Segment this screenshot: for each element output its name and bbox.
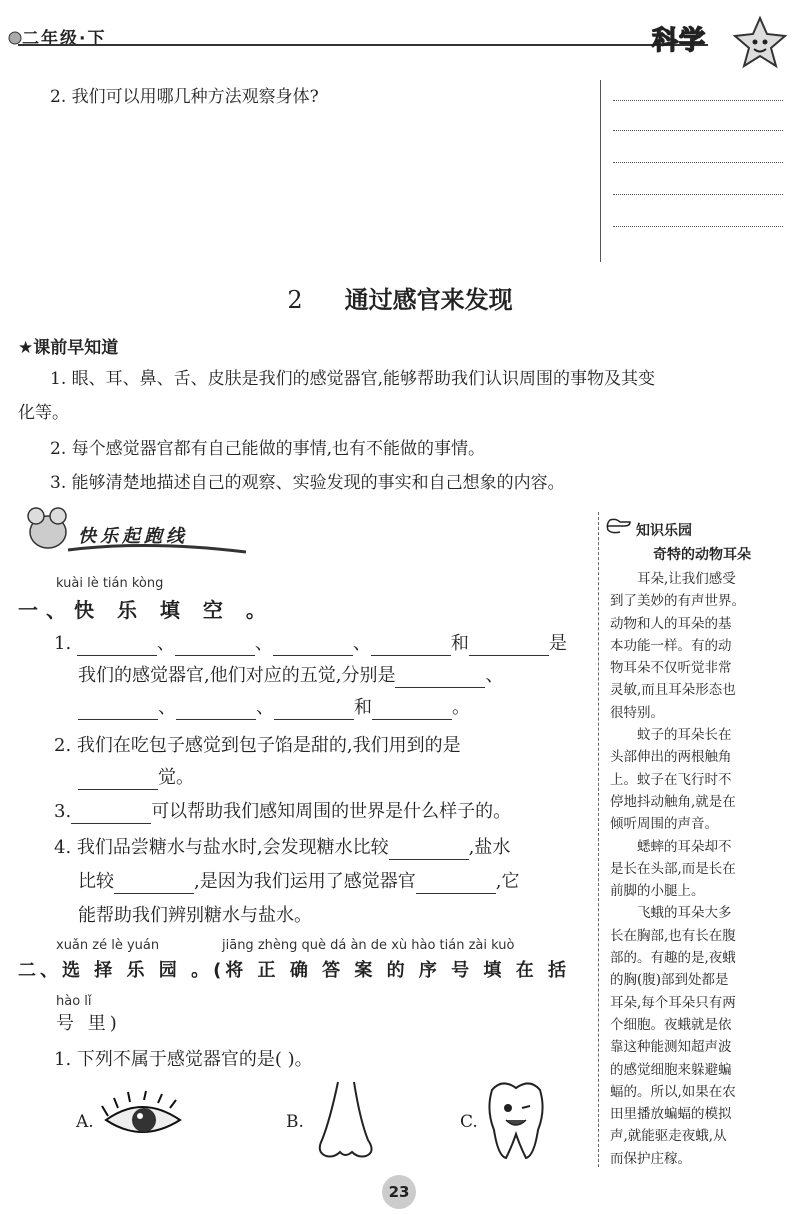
header-rule xyxy=(18,44,708,46)
q1-tail: 是 xyxy=(548,633,567,654)
page-number: 23 xyxy=(382,1175,416,1209)
nose-icon[interactable] xyxy=(310,1080,380,1162)
part2-pinyin-3: hào lǐ xyxy=(56,994,92,1009)
answer-line[interactable] xyxy=(613,162,783,163)
blank-input[interactable] xyxy=(71,805,151,824)
blank-input[interactable] xyxy=(395,669,485,688)
q2-line2 xyxy=(78,766,194,790)
sep: 、 xyxy=(158,697,176,718)
q4-text-a: 4. 我们品尝糖水与盐水时,会发现糖水比较 xyxy=(54,837,389,858)
side-subtitle: 奇特的动物耳朵 xyxy=(653,547,751,563)
banner-title: 快乐起跑线 xyxy=(78,526,188,547)
side-text-line: 本功能一样。有的动 xyxy=(610,637,732,654)
side-text-line: 动物和人的耳朵的基 xyxy=(610,615,732,632)
side-text-line: 耳朵,每个耳朵只有两 xyxy=(610,994,736,1011)
q4-line1 xyxy=(54,836,510,860)
side-text-line: 很特别。 xyxy=(610,704,664,721)
q4-text-b3: ,它 xyxy=(495,871,520,892)
option-b-label[interactable]: B. xyxy=(286,1112,304,1132)
q1-line1: 1. 、 、 、 和 是 xyxy=(54,633,567,654)
blank-input[interactable] xyxy=(389,841,469,860)
side-text-line: 前脚的小腿上。 xyxy=(610,883,705,900)
lesson-number: 2 xyxy=(287,286,303,314)
side-text-line: 的感觉细胞来躲避蝙 xyxy=(610,1061,732,1078)
side-text-line: 灵敏,而且耳朵形态也 xyxy=(610,682,736,699)
preview-point-3: 3. 能够清楚地描述自己的观察、实验发现的事实和自己想象的内容。 xyxy=(50,473,565,493)
q1-line2-text: 我们的感觉器官,他们对应的五觉,分别是 xyxy=(78,665,396,686)
part2-pinyin-1: xuǎn zé lè yuán xyxy=(56,938,160,953)
side-text-line: 是长在头部,而是长在 xyxy=(610,860,736,877)
eye-icon[interactable] xyxy=(100,1090,185,1150)
side-text-line: 部的。有趣的是,夜蛾 xyxy=(610,950,736,967)
option-c-label[interactable]: C. xyxy=(460,1112,478,1132)
q3-num: 3. xyxy=(54,801,72,822)
tooth-icon[interactable] xyxy=(480,1076,552,1162)
side-text-line: 的胸(腹)部到处都是 xyxy=(610,972,729,989)
blank-input[interactable] xyxy=(77,637,157,656)
lesson-title xyxy=(0,280,800,315)
blank-input[interactable] xyxy=(78,771,158,790)
side-text-line: 靠这种能测知超声波 xyxy=(610,1039,732,1056)
side-text-line: 长在胸部,也有长在腹 xyxy=(610,927,736,944)
q3-text: 可以帮助我们感知周围的世界是什么样子的。 xyxy=(151,801,512,822)
blank-input[interactable] xyxy=(469,637,549,656)
q4-text-b: 比较 xyxy=(78,871,114,892)
side-separator xyxy=(598,512,599,1167)
mascot-star-icon xyxy=(730,14,790,70)
q1-and: 和 xyxy=(450,633,469,654)
previous-question: 2. 我们可以用哪几种方法观察身体? xyxy=(50,87,319,107)
preview-point-1: 1. 眼、耳、鼻、舌、皮肤是我们的感觉器官,能够帮助我们认识周围的事物及其变 xyxy=(50,369,656,389)
option-a-label[interactable]: A. xyxy=(76,1112,94,1132)
answer-line[interactable] xyxy=(613,130,783,131)
grade-label: 二年级·下 xyxy=(22,29,107,49)
side-text-line: 物耳朵不仅听觉非常 xyxy=(610,660,732,677)
part2-title-cont: 号 里) xyxy=(56,1013,121,1034)
q3-line xyxy=(54,800,511,824)
side-text-line: 个细胞。夜蛾就是依 xyxy=(610,1016,732,1033)
answer-line[interactable] xyxy=(613,100,783,101)
q2-tail: 觉。 xyxy=(158,767,194,788)
part2-title: 二、选 择 乐 园 。(将 正 确 答 案 的 序 号 填 在 括 xyxy=(18,960,570,981)
side-text-line: 耳朵,让我们感受 xyxy=(637,571,736,587)
preview-heading: ★课前早知道 xyxy=(18,338,119,358)
q2-line1: 2. 我们在吃包子感觉到包子馅是甜的,我们用到的是 xyxy=(54,735,461,756)
blank-input[interactable] xyxy=(372,701,452,720)
part1-title: 一、快 乐 填 空 。 xyxy=(18,598,274,622)
q4-line3: 能帮助我们辨别糖水与盐水。 xyxy=(78,905,312,926)
side-text-line: 头部伸出的两根触角 xyxy=(610,749,732,766)
preview-point-2: 2. 每个感觉器官都有自己能做的事情,也有不能做的事情。 xyxy=(50,439,486,459)
preview-point-1-cont: 化等。 xyxy=(18,403,69,423)
side-text-line: 蝠的。所以,如果在农 xyxy=(610,1083,736,1100)
part2-pinyin-2: jiāng zhèng què dá àn de xù hào tián zài kuò xyxy=(222,938,515,953)
side-text-line: 倾听周围的声音。 xyxy=(610,816,718,833)
side-text-line: 声,就能驱走夜蛾,从 xyxy=(610,1128,727,1145)
answer-line[interactable] xyxy=(613,194,783,195)
lesson-title-text: 通过感官来发现 xyxy=(344,285,513,314)
blank-input[interactable] xyxy=(274,701,354,720)
q4-text-b2: ,是因为我们运用了感觉器官 xyxy=(194,871,416,892)
side-text-line: 到了美妙的有声世界。 xyxy=(610,593,745,610)
part1-pinyin: kuài lè tián kòng xyxy=(56,576,164,591)
sep: 、 xyxy=(256,697,274,718)
q1-line3 xyxy=(78,696,470,720)
side-text-line: 田里播放蝙蝠的模拟 xyxy=(610,1106,732,1123)
side-title: 知识乐园 xyxy=(636,523,692,539)
side-text-line: 而保护庄稼。 xyxy=(610,1150,691,1167)
answer-line[interactable] xyxy=(613,226,783,227)
header-bug-icon xyxy=(6,28,24,46)
blank-input[interactable] xyxy=(78,701,158,720)
side-text-line: 飞蛾的耳朵大多 xyxy=(637,905,732,922)
q1-line2: 我们的感觉器官,他们对应的五觉,分别是 、 xyxy=(78,665,504,686)
side-text-line: 蟋蟀的耳朵却不 xyxy=(637,838,732,855)
side-text-line: 蚊子的耳朵长在 xyxy=(637,727,732,744)
blank-input[interactable] xyxy=(175,637,255,656)
side-text-block xyxy=(610,568,792,1170)
subject-label: 科学 xyxy=(652,26,707,56)
answer-lines-box xyxy=(600,80,791,262)
q1-l3-end: 。 xyxy=(452,697,470,718)
side-text-line: 上。蚊子在飞行时不 xyxy=(610,771,732,788)
q4-line2 xyxy=(78,870,519,894)
blank-input[interactable] xyxy=(371,637,451,656)
pointing-hand-icon xyxy=(606,516,634,536)
side-text-line: 停地抖动触角,就是在 xyxy=(610,793,736,810)
blank-input[interactable] xyxy=(176,701,256,720)
blank-input[interactable] xyxy=(273,637,353,656)
p2-q1: 1. 下列不属于感觉器官的是( )。 xyxy=(54,1049,313,1070)
q4-text-a2: ,盐水 xyxy=(468,837,511,858)
blank-input[interactable] xyxy=(416,875,496,894)
q1-l3-and: 和 xyxy=(354,697,372,718)
blank-input[interactable] xyxy=(114,875,194,894)
